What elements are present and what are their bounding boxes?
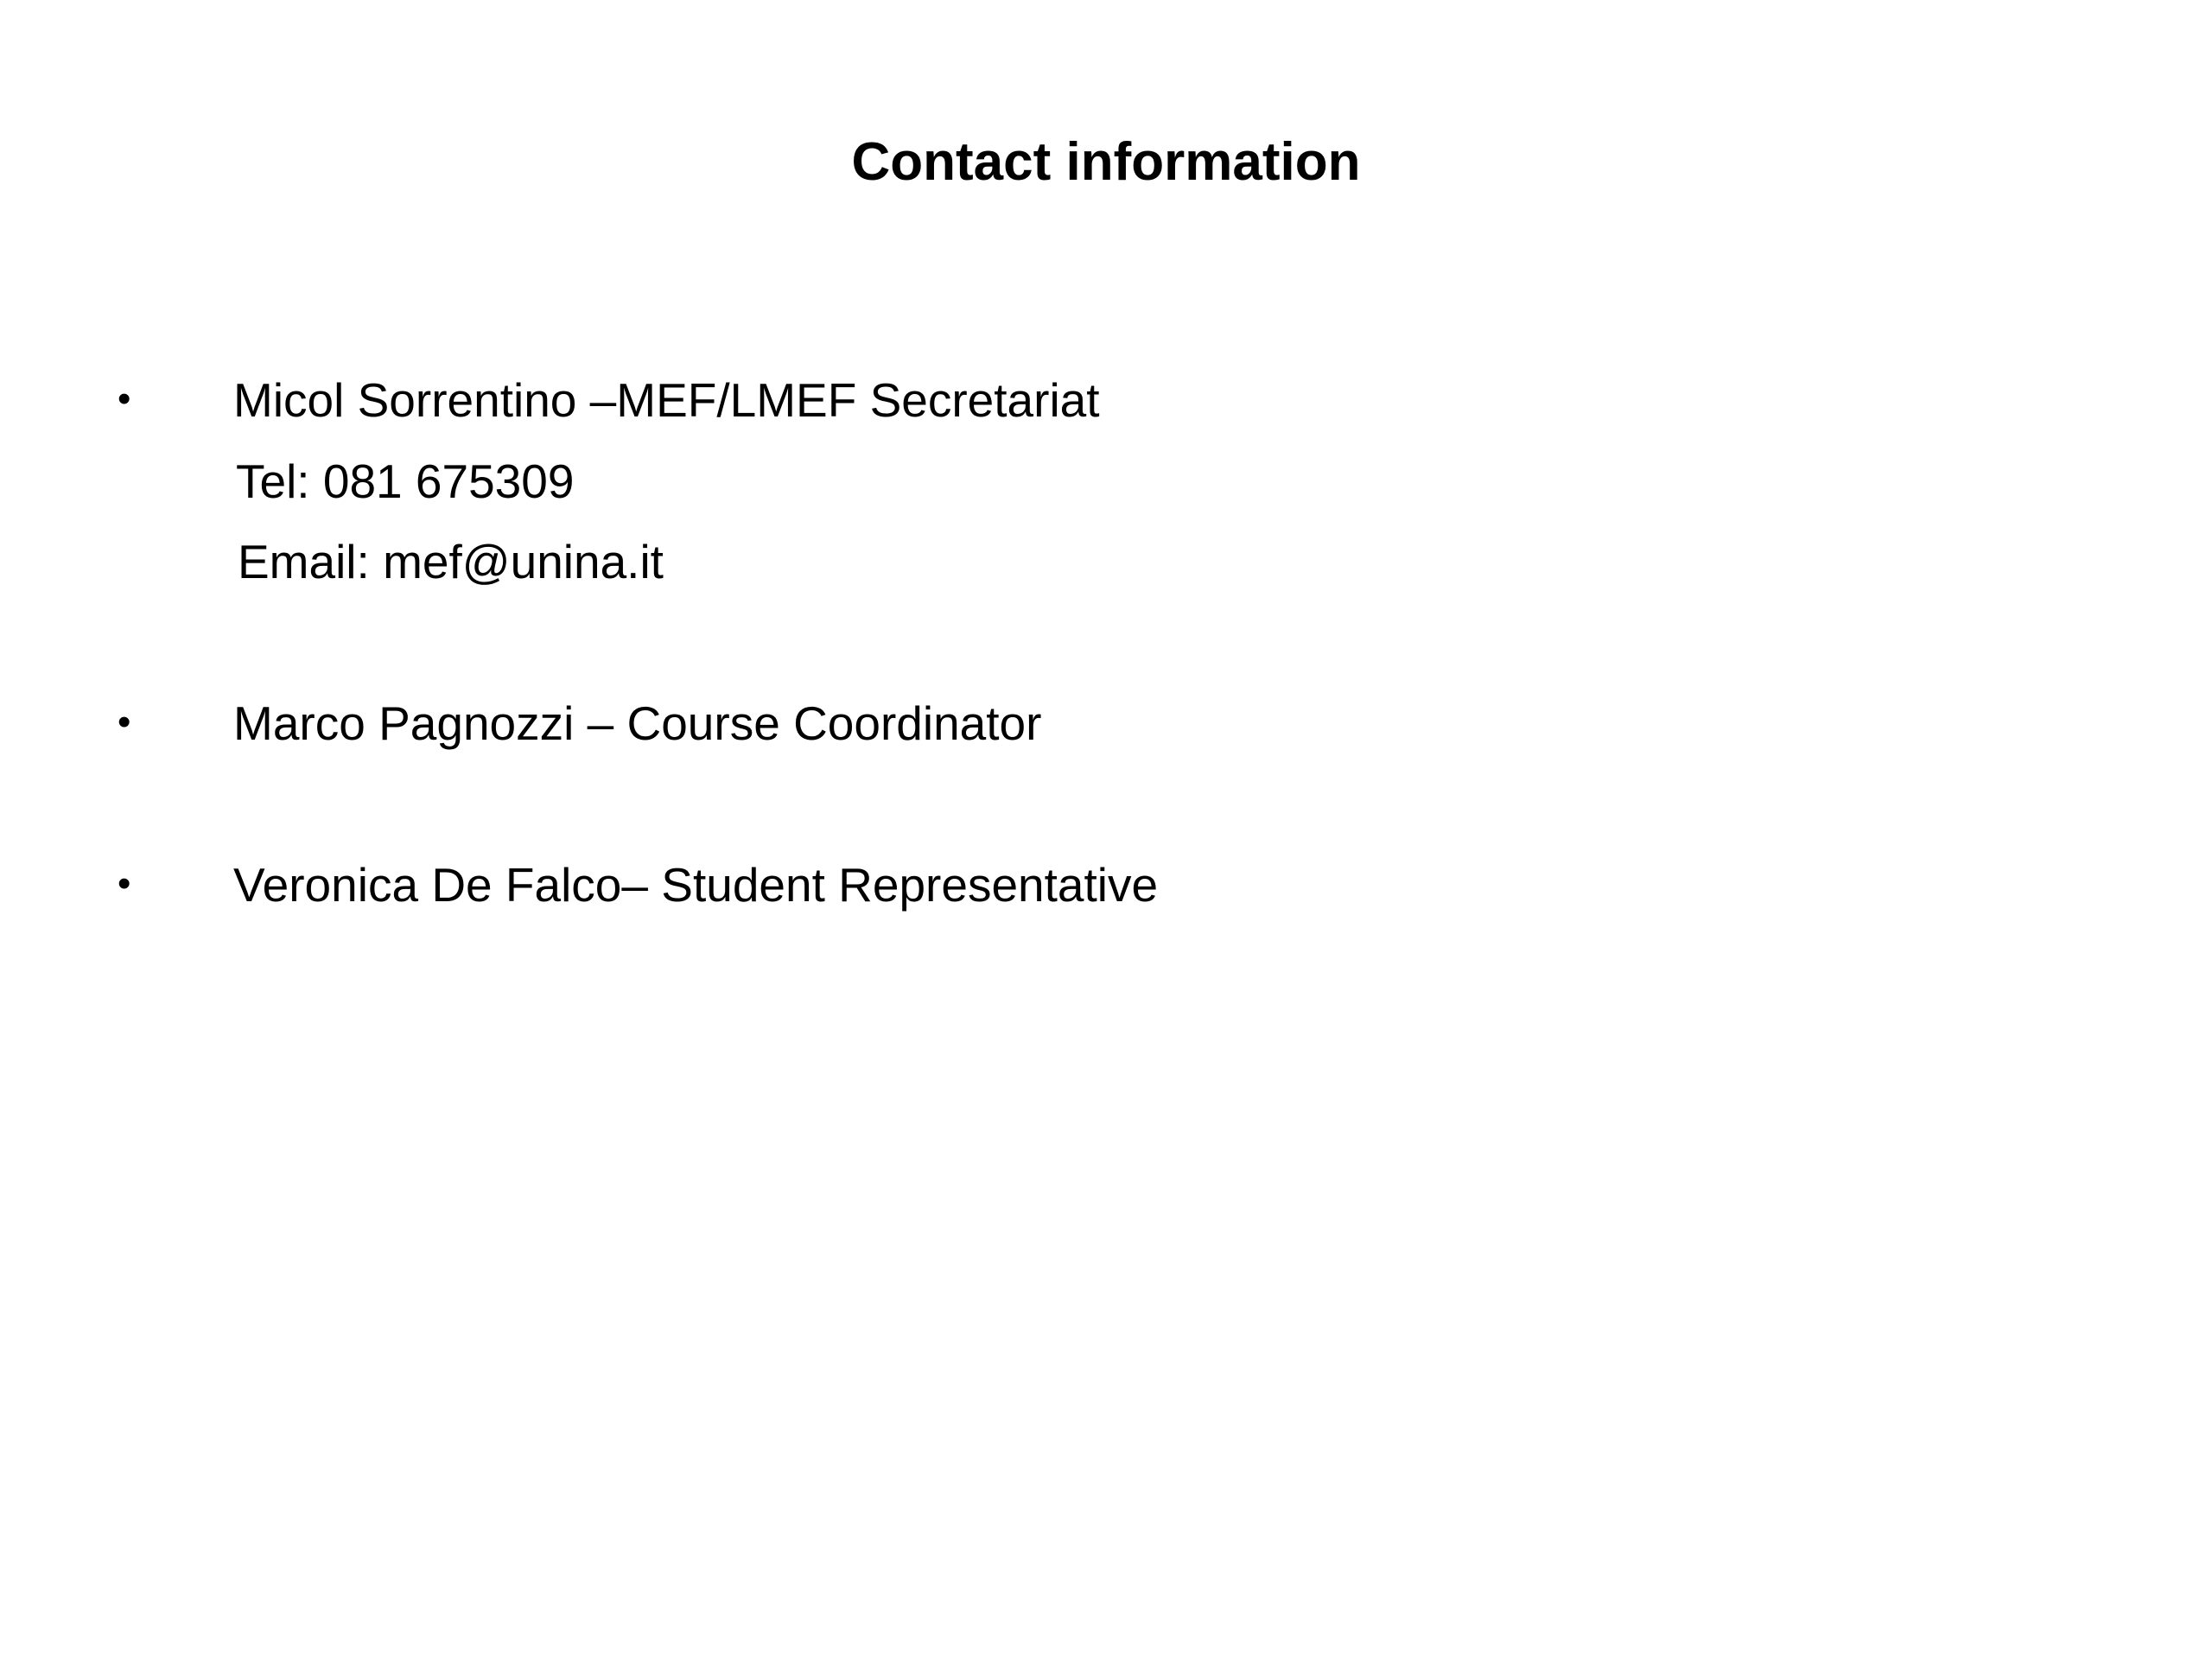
bullet-icon: • <box>118 701 131 743</box>
bullet-icon: • <box>118 862 131 905</box>
contact-tel: Tel: 081 675309 <box>236 454 575 508</box>
contact-name-role: Micol Sorrentino –MEF/LMEF Secretariat <box>233 373 1100 427</box>
contact-name-role: Marco Pagnozzi – Course Coordinator <box>233 696 1042 750</box>
contact-name-role: Veronica De Falco– Student Representative <box>233 858 1159 912</box>
bullet-icon: • <box>118 378 131 420</box>
contact-email: Email: mef@unina.it <box>238 535 664 588</box>
slide-title: Contact information <box>851 132 1361 192</box>
